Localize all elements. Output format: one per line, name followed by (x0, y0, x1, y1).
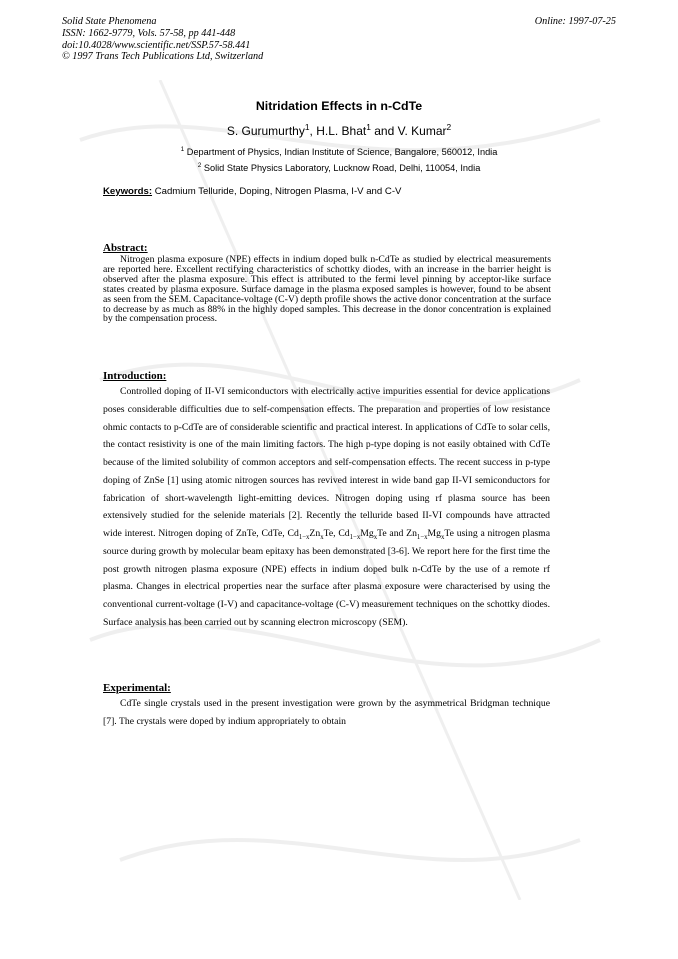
author-name: H.L. Bhat (316, 124, 367, 138)
introduction-heading: Introduction: (103, 370, 167, 382)
paper-title: Nitridation Effects in n-CdTe (255, 99, 423, 113)
copyright-line: © 1997 Trans Tech Publications Ltd, Switzerland (62, 51, 264, 63)
journal-name: Solid State Phenomena (62, 16, 157, 27)
keywords (103, 186, 401, 197)
author-name: S. Gurumurthy (226, 124, 305, 138)
author-affiliation-marker: 1 (366, 122, 371, 132)
author-list: S. Gurumurthy$^1$, H.L. Bhat$^1$ and V. Kumar$^2$ (226, 122, 452, 138)
author-affiliation-marker: 1 (304, 122, 310, 132)
formula-cdmgte: $Cd_{1-x}Mg_xTe$ (338, 528, 387, 541)
abstract-heading: Abstract: (103, 242, 148, 254)
introduction-paragraph: Controlled doping of II-VI semiconductors with electrically active impurities essential for device applications poses considerable difficulties due to self-compensation effects. The preparation and properties of low resistance ohmic contacts to p-CdTe are of considerable scientific and practical interest. In applications of CdTe to solar cells, the contact resistivity is one of the main limiting factors. The high p-type doping is not easily obtained with CdTe because of the limited solubility of common acceptors and self-compensation effects. The recent success in p-type doping of ZnSe [1] using atomic nitrogen sources has revived interest in wide band gap II-VI semiconductors for fabrication of short-wavelength light-emitting devices. Nitrogen doping using rf plasma source has been extensively studied for the selenide materials [2]. Recently the telluride based II-VI compounds have attracted wide interest. Nitrogen doping of ZnTe, CdTe, $Cd_{1-x}Zn_xTe$, $Cd_{1-x}Mg_xTe$ and $Zn_{1-x}Mg_xTe$ using a nitrogen plasma source during growth by molecular beam epitaxy has been demonstrated [3-6]. We report here for the first time the post growth nitrogen plasma exposure (NPE) effects in indium doped bulk n-CdTe by the use of a remote rf plasma. Changes in electrical properties near the surface after plasma exposure were characterised by using the conventional current-voltage (I-V) and capacitance-voltage (C-V) measurement techniques on the schottky diodes. Surface analysis has been carried out by scanning electron microscopy (SEM). (103, 386, 550, 628)
author-name: V. Kumar (397, 124, 447, 138)
author-affiliation-marker: 2 (446, 122, 452, 132)
experimental-heading: Experimental: (103, 682, 171, 694)
keywords-text: Cadmium Telluride, Doping, Nitrogen Plasma, I-V and C-V (152, 186, 402, 197)
keywords-label: Keywords: (103, 186, 153, 197)
formula-znmgte: $Zn_{1-x}Mg_xTe$ (406, 528, 454, 541)
formula-cdznte: $Cd_{1-x}Zn_xTe$ (287, 528, 334, 541)
online-date: Online: 1997-07-25 (534, 16, 616, 27)
affiliation-2: $^2$ Solid State Physics Laboratory, Lucknow Road, Delhi, 110054, India (197, 161, 481, 173)
affiliation-1: $^1$ Department of Physics, Indian Institute of Science, Bangalore, 560012, India (180, 145, 498, 157)
experimental-paragraph: CdTe single crystals used in the present investigation were grown by the asymmetrical Bridgman technique [7]. The crystals were doped by indium appropriately to obtain (103, 698, 550, 727)
doi-line[interactable]: doi:10.4028/www.scientific.net/SSP.57-58.441 (62, 39, 251, 51)
issn-line: ISSN: 1662-9779, Vols. 57-58, pp 441-448 (62, 27, 236, 39)
page-header (62, 16, 616, 63)
abstract-text: Nitrogen plasma exposure (NPE) effects in indium doped bulk n-CdTe as studied by electrical measurements are reported here. Excellent rectifying characteristics of schottky diodes, with an increase in the barrier height is observed after the plasma exposure. This effect is attributed to the fermi level pinning by acceptor-like surface states created by plasma exposure. Surface damage in the plasma exposed samples is however, found to be absent as seen from the SEM. Capacitance-voltage (C-V) depth profile shows the active donor concentration at the surface to decrease by as much as 88% in the highly doped samples. This decrease in the donor concentration is explained by the compensation process. (103, 254, 551, 325)
